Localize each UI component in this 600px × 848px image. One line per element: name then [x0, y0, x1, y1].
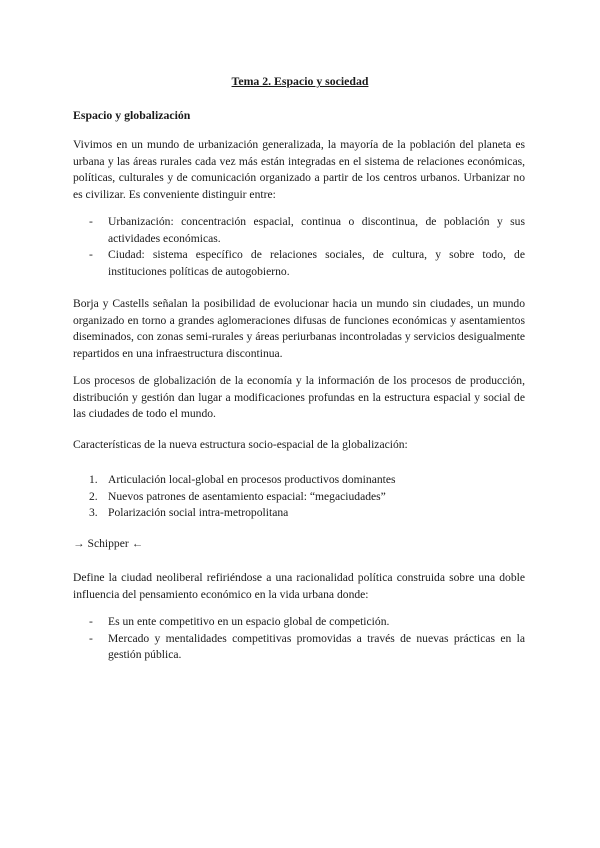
list-item: [73, 614, 525, 631]
list-item: [73, 247, 525, 280]
list-marker: -: [89, 215, 93, 228]
section-heading: Espacio y globalización: [73, 108, 191, 122]
list-item: [73, 489, 525, 506]
page-title: Tema 2. Espacio y sociedad: [231, 74, 369, 88]
paragraph-borja-castells: Borja y Castells señalan la posibilidad de evolucionar hacia un mundo sin ciudades, un mundo organizado en torno a grandes aglomeraciones difusas de funciones económicas y asentamientos diseminados, con zonas semi-rurales y áreas periurbanas incontroladas y servicios desigualmente repartidos en una infraestructura discontinua.: [73, 297, 525, 360]
paragraph-globalization-processes: Los procesos de globalización de la economía y la información de los procesos de producción, distribución y gestión dan lugar a modificaciones profundas en la estructura espacial y social de las ciudades de todo el mundo.: [73, 374, 525, 421]
paragraph-neoliberal-city: Define la ciudad neoliberal refiriéndose a una racionalidad política construida sobre una doble influencia del pensamiento económico en la vida urbana donde:: [73, 571, 525, 601]
paragraph-characteristics: Características de la nueva estructura socio-espacial de la globalización:: [73, 438, 408, 451]
list-marker: -: [89, 615, 93, 628]
definitions-list: [73, 214, 525, 280]
paragraph-urbanization: Vivimos en un mundo de urbanización generalizada, la mayoría de la población del planeta es urbana y las áreas rurales cada vez más están integradas en el sistema de relaciones económicas, políticas, culturales y de comunicación organizado a partir de los centros urbanos. Urbanizar no es civilizar. Es conveniente distinguir entre:: [73, 138, 525, 201]
list-marker: -: [89, 248, 93, 262]
list-item-text: Urbanización: concentración espacial, continua o discontinua, de población y sus actividades económicas.: [108, 215, 525, 245]
list-item: [73, 472, 525, 489]
list-item: [73, 631, 525, 664]
list-item-text: Polarización social intra-metropolitana: [108, 506, 289, 520]
list-item: [73, 214, 525, 247]
list-item-text: Es un ente competitivo en un espacio global de competición.: [108, 615, 390, 628]
neoliberal-features-list: [73, 614, 525, 664]
list-marker: 3.: [89, 506, 98, 520]
list-marker: 2.: [89, 489, 98, 503]
characteristics-list: [73, 472, 525, 522]
list-item-text: Mercado y mentalidades competitivas promovidas a través de nuevas prácticas en la gestión pública.: [108, 631, 525, 662]
list-item-text: Articulación local-global en procesos productivos dominantes: [108, 473, 396, 486]
list-item-text: Ciudad: sistema específico de relaciones sociales, de cultura, y sobre todo, de instituciones políticas de autogobierno.: [108, 248, 525, 278]
list-item-text: Nuevos patrones de asentamiento espacial: “megaciudades”: [108, 489, 386, 503]
list-item: [73, 505, 525, 522]
list-marker: 1.: [89, 473, 98, 486]
list-marker: -: [89, 631, 93, 645]
schipper-label: → Schipper ←: [73, 537, 144, 550]
